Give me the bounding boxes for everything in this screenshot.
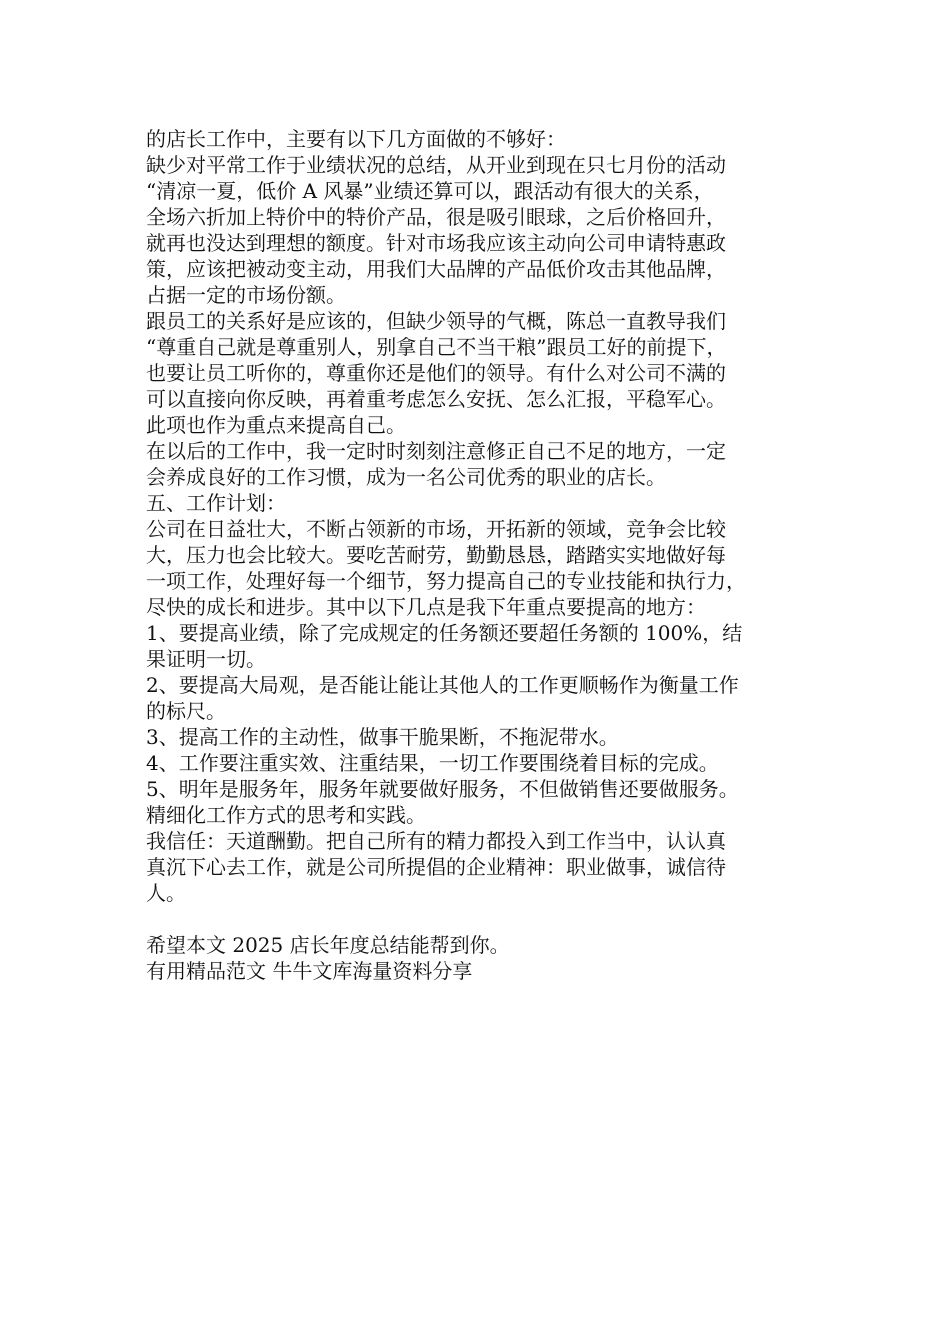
document-body xyxy=(146,126,806,984)
text-line: 缺少对平常工作于业绩状况的总结，从开业到现在只七月份的活动 xyxy=(146,153,726,177)
list-item: 的标尺。 xyxy=(146,699,226,723)
text-line: “尊重自己就是尊重别人，别拿自己不当干粮”跟员工好的前提下， xyxy=(146,335,727,359)
text-line: 一项工作，处理好每一个细节，努力提高自己的专业技能和执行力， xyxy=(146,569,746,593)
text-line: 人。 xyxy=(146,881,186,905)
section-heading: 五、工作计划： xyxy=(146,491,286,515)
text-line: 就再也没达到理想的额度。针对市场我应该主动向公司申请特惠政 xyxy=(146,231,726,255)
text-line: 大，压力也会比较大。要吃苦耐劳，勤勤恳恳，踏踏实实地做好每 xyxy=(146,543,726,567)
list-item: 2、要提高大局观，是否能让能让其他人的工作更顺畅作为衡量工作 xyxy=(146,673,739,697)
list-item: 3、提高工作的主动性，做事干脆果断，不拖泥带水。 xyxy=(146,725,619,749)
text-line: 策，应该把被动变主动，用我们大品牌的产品低价攻击其他品牌， xyxy=(146,257,726,281)
text-line: 我信任：天道酬勤。把自己所有的精力都投入到工作当中，认认真 xyxy=(146,829,726,853)
list-item: 果证明一切。 xyxy=(146,647,266,671)
text-line: 公司在日益壮大，不断占领新的市场，开拓新的领域，竞争会比较 xyxy=(146,517,726,541)
text-line: 精细化工作方式的思考和实践。 xyxy=(146,803,426,827)
text-line: 可以直接向你反映，再着重考虑怎么安抚、怎么汇报，平稳军心。 xyxy=(146,387,726,411)
list-item: 1、要提高业绩，除了完成规定的任务额还要超任务额的 100%，结 xyxy=(146,621,743,645)
text-line: 此项也作为重点来提高自己。 xyxy=(146,413,406,437)
source-line: 有用精品范文 牛牛文库海量资料分享 xyxy=(146,959,473,983)
closing-line: 希望本文 2025 店长年度总结能帮到你。 xyxy=(146,933,510,957)
text-line: 尽快的成长和进步。其中以下几点是我下年重点要提高的地方： xyxy=(146,595,706,619)
text-line: 占据一定的市场份额。 xyxy=(146,283,346,307)
text-line: 的店长工作中，主要有以下几方面做的不够好： xyxy=(146,127,566,151)
text-line: 会养成良好的工作习惯，成为一名公司优秀的职业的店长。 xyxy=(146,465,666,489)
list-item: 4、工作要注重实效、注重结果，一切工作要围绕着目标的完成。 xyxy=(146,751,719,775)
list-item: 5、明年是服务年，服务年就要做好服务，不但做销售还要做服务。 xyxy=(146,777,739,801)
text-line: “清凉一夏，低价 A 风暴”业绩还算可以，跟活动有很大的关系， xyxy=(146,179,714,203)
text-line: 跟员工的关系好是应该的，但缺少领导的气概，陈总一直教导我们 xyxy=(146,309,726,333)
text-line: 在以后的工作中，我一定时时刻刻注意修正自己不足的地方，一定 xyxy=(146,439,726,463)
text-line: 也要让员工听你的，尊重你还是他们的领导。有什么对公司不满的 xyxy=(146,361,726,385)
blank-line xyxy=(146,906,806,932)
text-line: 全场六折加上特价中的特价产品，很是吸引眼球，之后价格回升， xyxy=(146,205,726,229)
text-line: 真沉下心去工作，就是公司所提倡的企业精神：职业做事，诚信待 xyxy=(146,855,726,879)
